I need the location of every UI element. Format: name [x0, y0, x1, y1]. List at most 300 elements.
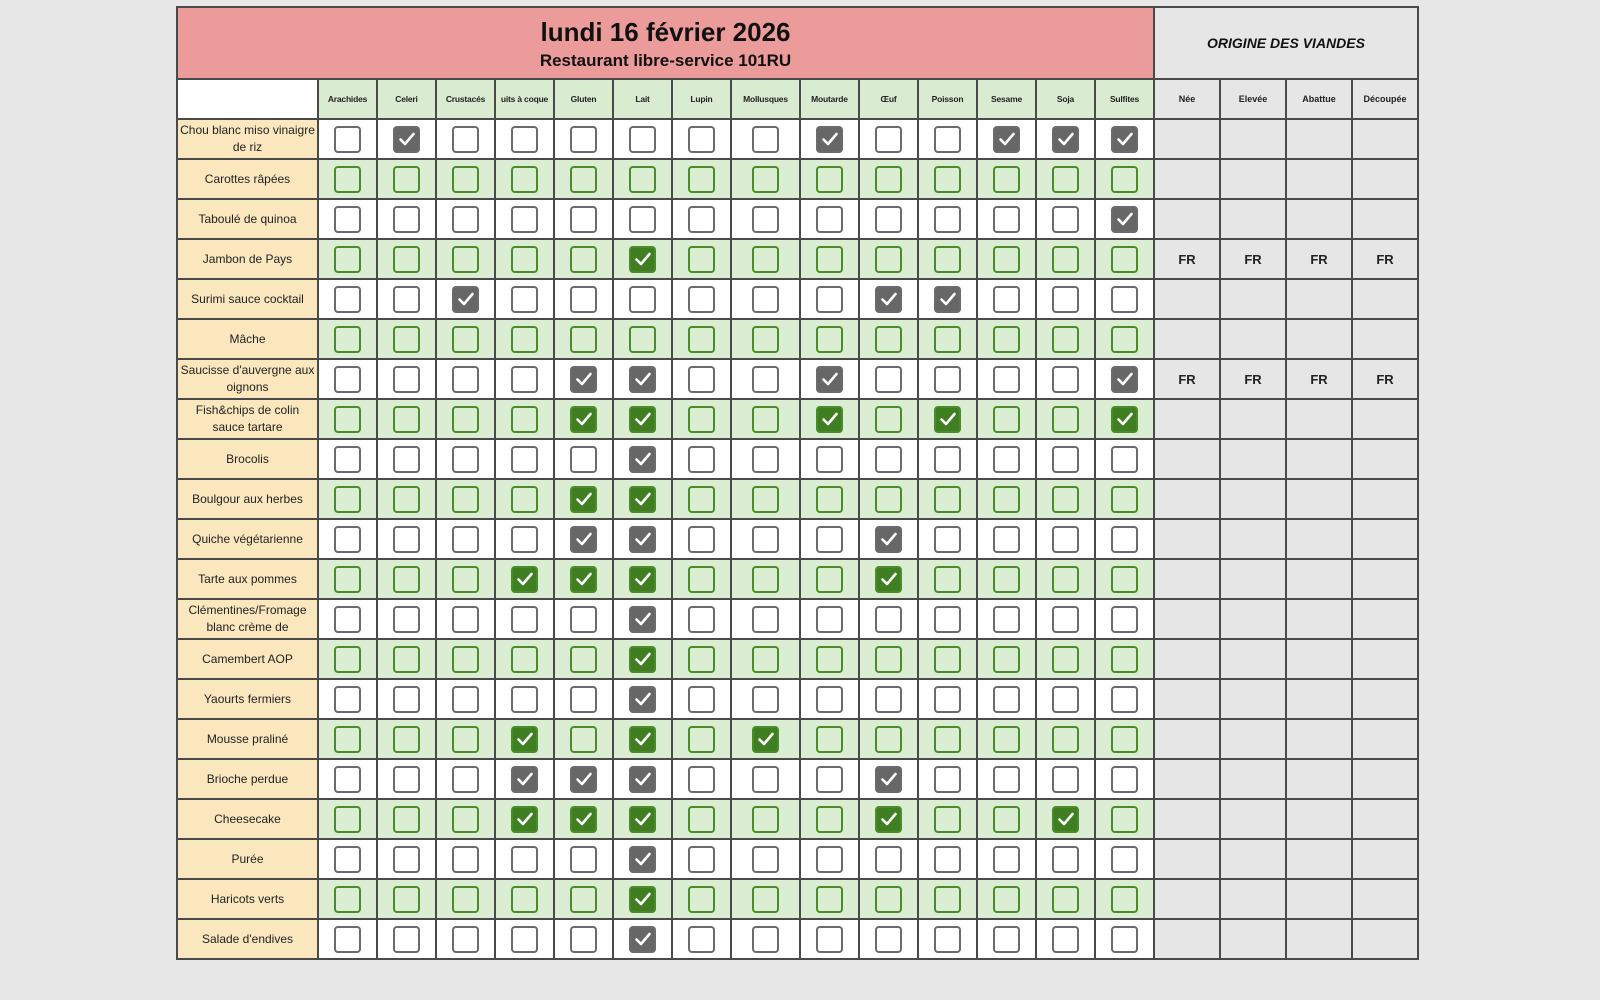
checkbox-unchecked[interactable] — [752, 886, 779, 913]
checkbox-unchecked[interactable] — [393, 446, 420, 473]
checkbox-unchecked[interactable] — [688, 486, 715, 513]
checkbox-unchecked[interactable] — [334, 286, 361, 313]
checkbox-unchecked[interactable] — [688, 446, 715, 473]
checkbox-unchecked[interactable] — [688, 926, 715, 953]
checkbox-unchecked[interactable] — [1111, 766, 1138, 793]
checkbox-unchecked[interactable] — [993, 606, 1020, 633]
checkbox-unchecked[interactable] — [816, 166, 843, 193]
checkbox-unchecked[interactable] — [752, 486, 779, 513]
checkbox-unchecked[interactable] — [688, 126, 715, 153]
checkbox-unchecked[interactable] — [1111, 646, 1138, 673]
checkbox-unchecked[interactable] — [1111, 886, 1138, 913]
checkbox-unchecked[interactable] — [688, 286, 715, 313]
checkbox-unchecked[interactable] — [1111, 326, 1138, 353]
checkbox-unchecked[interactable] — [934, 766, 961, 793]
checkbox-unchecked[interactable] — [1052, 486, 1079, 513]
checkbox-unchecked[interactable] — [393, 606, 420, 633]
checkbox-unchecked[interactable] — [393, 846, 420, 873]
checkbox-unchecked[interactable] — [816, 766, 843, 793]
checkbox-unchecked[interactable] — [875, 926, 902, 953]
checkbox-unchecked[interactable] — [1052, 326, 1079, 353]
checkbox-unchecked[interactable] — [993, 326, 1020, 353]
checkbox-unchecked[interactable] — [1052, 846, 1079, 873]
checkbox-unchecked[interactable] — [570, 246, 597, 273]
checkbox-unchecked[interactable] — [570, 206, 597, 233]
checkbox-unchecked[interactable] — [752, 646, 779, 673]
checkbox-unchecked[interactable] — [629, 206, 656, 233]
checkbox-unchecked[interactable] — [1111, 166, 1138, 193]
checkbox-unchecked[interactable] — [875, 886, 902, 913]
checkbox-unchecked[interactable] — [934, 686, 961, 713]
checkbox-unchecked[interactable] — [875, 446, 902, 473]
checkbox-unchecked[interactable] — [334, 206, 361, 233]
checkbox-checked[interactable] — [629, 846, 656, 873]
checkbox-unchecked[interactable] — [452, 886, 479, 913]
checkbox-unchecked[interactable] — [334, 126, 361, 153]
checkbox-unchecked[interactable] — [570, 606, 597, 633]
checkbox-checked[interactable] — [570, 406, 597, 433]
origin-cell — [1352, 119, 1418, 159]
checkbox-unchecked[interactable] — [688, 686, 715, 713]
checkbox-unchecked[interactable] — [511, 886, 538, 913]
checkbox-unchecked[interactable] — [334, 246, 361, 273]
checkbox-unchecked[interactable] — [934, 846, 961, 873]
checkbox-unchecked[interactable] — [452, 526, 479, 553]
checkbox-checked[interactable] — [875, 286, 902, 313]
checkbox-checked[interactable] — [570, 366, 597, 393]
checkbox-unchecked[interactable] — [393, 526, 420, 553]
checkbox-checked[interactable] — [875, 526, 902, 553]
checkbox-unchecked[interactable] — [688, 526, 715, 553]
checkbox-unchecked[interactable] — [511, 926, 538, 953]
checkbox-unchecked[interactable] — [816, 806, 843, 833]
checkbox-unchecked[interactable] — [393, 726, 420, 753]
checkbox-unchecked[interactable] — [816, 286, 843, 313]
checkbox-unchecked[interactable] — [875, 206, 902, 233]
checkbox-checked[interactable] — [511, 566, 538, 593]
checkbox-checked[interactable] — [875, 806, 902, 833]
checkbox-unchecked[interactable] — [934, 206, 961, 233]
checkbox-unchecked[interactable] — [393, 646, 420, 673]
checkbox-unchecked[interactable] — [816, 246, 843, 273]
checkbox-unchecked[interactable] — [816, 646, 843, 673]
checkbox-unchecked[interactable] — [1111, 566, 1138, 593]
checkbox-checked[interactable] — [629, 606, 656, 633]
checkbox-checked[interactable] — [511, 726, 538, 753]
checkbox-unchecked[interactable] — [393, 166, 420, 193]
checkbox-unchecked[interactable] — [629, 326, 656, 353]
checkbox-unchecked[interactable] — [934, 366, 961, 393]
checkbox-unchecked[interactable] — [688, 206, 715, 233]
checkbox-unchecked[interactable] — [752, 166, 779, 193]
checkbox-unchecked[interactable] — [993, 206, 1020, 233]
checkbox-unchecked[interactable] — [334, 366, 361, 393]
checkbox-unchecked[interactable] — [393, 806, 420, 833]
checkbox-unchecked[interactable] — [570, 726, 597, 753]
checkbox-unchecked[interactable] — [1052, 446, 1079, 473]
checkbox-unchecked[interactable] — [1111, 726, 1138, 753]
checkbox-unchecked[interactable] — [1052, 166, 1079, 193]
checkbox-checked[interactable] — [393, 126, 420, 153]
checkbox-unchecked[interactable] — [452, 446, 479, 473]
checkbox-unchecked[interactable] — [934, 566, 961, 593]
checkbox-unchecked[interactable] — [334, 606, 361, 633]
checkbox-unchecked[interactable] — [452, 726, 479, 753]
checkbox-checked[interactable] — [816, 406, 843, 433]
checkbox-unchecked[interactable] — [334, 766, 361, 793]
checkbox-unchecked[interactable] — [752, 526, 779, 553]
checkbox-unchecked[interactable] — [688, 606, 715, 633]
checkbox-checked[interactable] — [1111, 366, 1138, 393]
checkbox-unchecked[interactable] — [875, 246, 902, 273]
checkbox-unchecked[interactable] — [393, 206, 420, 233]
checkbox-checked[interactable] — [1111, 126, 1138, 153]
checkbox-unchecked[interactable] — [1052, 686, 1079, 713]
checkbox-unchecked[interactable] — [570, 646, 597, 673]
checkbox-unchecked[interactable] — [393, 566, 420, 593]
checkbox-checked[interactable] — [816, 126, 843, 153]
checkbox-unchecked[interactable] — [334, 726, 361, 753]
checkbox-unchecked[interactable] — [993, 726, 1020, 753]
checkbox-unchecked[interactable] — [334, 526, 361, 553]
checkbox-unchecked[interactable] — [1052, 606, 1079, 633]
checkbox-unchecked[interactable] — [393, 886, 420, 913]
checkbox-unchecked[interactable] — [570, 886, 597, 913]
checkbox-unchecked[interactable] — [934, 246, 961, 273]
checkbox-unchecked[interactable] — [875, 486, 902, 513]
checkbox-unchecked[interactable] — [816, 486, 843, 513]
checkbox-unchecked[interactable] — [993, 166, 1020, 193]
checkbox-unchecked[interactable] — [934, 326, 961, 353]
checkbox-unchecked[interactable] — [993, 406, 1020, 433]
checkbox-unchecked[interactable] — [934, 446, 961, 473]
checkbox-unchecked[interactable] — [875, 406, 902, 433]
checkbox-unchecked[interactable] — [393, 246, 420, 273]
checkbox-unchecked[interactable] — [752, 326, 779, 353]
checkbox-checked[interactable] — [629, 886, 656, 913]
checkbox-unchecked[interactable] — [511, 686, 538, 713]
checkbox-unchecked[interactable] — [816, 726, 843, 753]
allergen-cell — [672, 479, 731, 519]
checkbox-unchecked[interactable] — [816, 326, 843, 353]
checkbox-unchecked[interactable] — [1111, 526, 1138, 553]
checkbox-unchecked[interactable] — [993, 246, 1020, 273]
checkbox-unchecked[interactable] — [570, 926, 597, 953]
checkbox-unchecked[interactable] — [511, 526, 538, 553]
checkbox-unchecked[interactable] — [816, 686, 843, 713]
checkbox-unchecked[interactable] — [816, 566, 843, 593]
checkbox-unchecked[interactable] — [334, 846, 361, 873]
checkbox-unchecked[interactable] — [816, 526, 843, 553]
checkbox-checked[interactable] — [629, 486, 656, 513]
checkbox-unchecked[interactable] — [511, 406, 538, 433]
checkbox-unchecked[interactable] — [1111, 486, 1138, 513]
checkbox-unchecked[interactable] — [688, 726, 715, 753]
checkbox-unchecked[interactable] — [816, 446, 843, 473]
checkbox-unchecked[interactable] — [393, 406, 420, 433]
checkbox-unchecked[interactable] — [752, 206, 779, 233]
checkbox-unchecked[interactable] — [452, 166, 479, 193]
checkbox-checked[interactable] — [629, 926, 656, 953]
checkbox-unchecked[interactable] — [1052, 406, 1079, 433]
checkbox-checked[interactable] — [1111, 406, 1138, 433]
checkbox-unchecked[interactable] — [875, 846, 902, 873]
checkbox-unchecked[interactable] — [629, 126, 656, 153]
checkbox-checked[interactable] — [629, 566, 656, 593]
checkbox-unchecked[interactable] — [934, 726, 961, 753]
checkbox-unchecked[interactable] — [393, 366, 420, 393]
checkbox-unchecked[interactable] — [570, 686, 597, 713]
checkbox-unchecked[interactable] — [452, 566, 479, 593]
checkbox-checked[interactable] — [1111, 206, 1138, 233]
checkbox-unchecked[interactable] — [393, 766, 420, 793]
checkbox-unchecked[interactable] — [816, 206, 843, 233]
checkbox-unchecked[interactable] — [452, 926, 479, 953]
checkbox-unchecked[interactable] — [688, 406, 715, 433]
checkbox-unchecked[interactable] — [993, 446, 1020, 473]
checkbox-unchecked[interactable] — [629, 286, 656, 313]
checkbox-unchecked[interactable] — [452, 486, 479, 513]
checkbox-unchecked[interactable] — [334, 326, 361, 353]
checkbox-unchecked[interactable] — [688, 566, 715, 593]
checkbox-checked[interactable] — [629, 726, 656, 753]
checkbox-unchecked[interactable] — [1052, 246, 1079, 273]
checkbox-unchecked[interactable] — [452, 846, 479, 873]
checkbox-unchecked[interactable] — [875, 726, 902, 753]
checkbox-checked[interactable] — [570, 766, 597, 793]
checkbox-unchecked[interactable] — [511, 206, 538, 233]
checkbox-unchecked[interactable] — [511, 646, 538, 673]
checkbox-checked[interactable] — [934, 406, 961, 433]
checkbox-checked[interactable] — [629, 446, 656, 473]
checkbox-unchecked[interactable] — [816, 846, 843, 873]
checkbox-unchecked[interactable] — [1052, 766, 1079, 793]
checkbox-unchecked[interactable] — [334, 646, 361, 673]
checkbox-unchecked[interactable] — [570, 126, 597, 153]
checkbox-unchecked[interactable] — [1052, 886, 1079, 913]
checkbox-unchecked[interactable] — [393, 686, 420, 713]
checkbox-unchecked[interactable] — [1111, 246, 1138, 273]
checkbox-unchecked[interactable] — [752, 686, 779, 713]
checkbox-checked[interactable] — [816, 366, 843, 393]
checkbox-unchecked[interactable] — [993, 926, 1020, 953]
checkbox-unchecked[interactable] — [452, 326, 479, 353]
checkbox-unchecked[interactable] — [629, 166, 656, 193]
checkbox-unchecked[interactable] — [993, 366, 1020, 393]
checkbox-unchecked[interactable] — [452, 606, 479, 633]
checkbox-checked[interactable] — [511, 806, 538, 833]
checkbox-unchecked[interactable] — [452, 686, 479, 713]
checkbox-unchecked[interactable] — [334, 406, 361, 433]
checkbox-unchecked[interactable] — [993, 486, 1020, 513]
checkbox-unchecked[interactable] — [452, 646, 479, 673]
checkbox-unchecked[interactable] — [511, 166, 538, 193]
allergen-cell — [613, 799, 672, 839]
checkbox-checked[interactable] — [629, 366, 656, 393]
checkbox-unchecked[interactable] — [688, 806, 715, 833]
checkbox-unchecked[interactable] — [1052, 926, 1079, 953]
checkbox-unchecked[interactable] — [511, 126, 538, 153]
checkbox-unchecked[interactable] — [511, 246, 538, 273]
checkbox-checked[interactable] — [875, 566, 902, 593]
checkbox-unchecked[interactable] — [511, 446, 538, 473]
checkbox-unchecked[interactable] — [511, 286, 538, 313]
checkbox-unchecked[interactable] — [934, 166, 961, 193]
checkbox-checked[interactable] — [1052, 126, 1079, 153]
checkbox-unchecked[interactable] — [1111, 806, 1138, 833]
checkbox-unchecked[interactable] — [993, 846, 1020, 873]
checkbox-unchecked[interactable] — [1052, 366, 1079, 393]
checkbox-unchecked[interactable] — [688, 366, 715, 393]
checkbox-unchecked[interactable] — [334, 486, 361, 513]
checkbox-unchecked[interactable] — [570, 286, 597, 313]
checkbox-checked[interactable] — [629, 646, 656, 673]
checkbox-unchecked[interactable] — [1052, 646, 1079, 673]
checkbox-unchecked[interactable] — [934, 646, 961, 673]
checkbox-unchecked[interactable] — [752, 606, 779, 633]
checkbox-unchecked[interactable] — [570, 166, 597, 193]
checkbox-checked[interactable] — [629, 406, 656, 433]
checkbox-unchecked[interactable] — [511, 606, 538, 633]
checkbox-checked[interactable] — [570, 566, 597, 593]
checkbox-unchecked[interactable] — [752, 766, 779, 793]
checkbox-unchecked[interactable] — [752, 926, 779, 953]
checkbox-unchecked[interactable] — [688, 246, 715, 273]
checkbox-checked[interactable] — [934, 286, 961, 313]
checkbox-unchecked[interactable] — [934, 886, 961, 913]
checkbox-checked[interactable] — [629, 526, 656, 553]
checkbox-unchecked[interactable] — [452, 406, 479, 433]
checkbox-unchecked[interactable] — [816, 926, 843, 953]
checkbox-unchecked[interactable] — [816, 606, 843, 633]
checkbox-unchecked[interactable] — [393, 486, 420, 513]
checkbox-unchecked[interactable] — [334, 566, 361, 593]
allergen-header: Lupin — [672, 79, 731, 119]
checkbox-checked[interactable] — [875, 766, 902, 793]
checkbox-unchecked[interactable] — [1052, 526, 1079, 553]
checkbox-unchecked[interactable] — [993, 806, 1020, 833]
checkbox-unchecked[interactable] — [752, 406, 779, 433]
checkbox-checked[interactable] — [570, 526, 597, 553]
checkbox-unchecked[interactable] — [393, 326, 420, 353]
checkbox-unchecked[interactable] — [452, 246, 479, 273]
checkbox-unchecked[interactable] — [934, 806, 961, 833]
checkbox-unchecked[interactable] — [816, 886, 843, 913]
checkbox-unchecked[interactable] — [934, 126, 961, 153]
checkbox-checked[interactable] — [629, 806, 656, 833]
checkbox-unchecked[interactable] — [511, 486, 538, 513]
checkbox-unchecked[interactable] — [934, 926, 961, 953]
checkbox-checked[interactable] — [629, 686, 656, 713]
checkbox-unchecked[interactable] — [688, 886, 715, 913]
checkbox-unchecked[interactable] — [875, 126, 902, 153]
checkbox-unchecked[interactable] — [1111, 926, 1138, 953]
checkbox-unchecked[interactable] — [993, 766, 1020, 793]
checkbox-unchecked[interactable] — [688, 846, 715, 873]
checkbox-unchecked[interactable] — [1111, 286, 1138, 313]
checkbox-unchecked[interactable] — [934, 486, 961, 513]
checkbox-unchecked[interactable] — [752, 806, 779, 833]
checkbox-unchecked[interactable] — [1052, 726, 1079, 753]
checkbox-unchecked[interactable] — [452, 206, 479, 233]
checkbox-unchecked[interactable] — [511, 846, 538, 873]
checkbox-unchecked[interactable] — [511, 366, 538, 393]
checkbox-checked[interactable] — [629, 246, 656, 273]
checkbox-unchecked[interactable] — [752, 366, 779, 393]
checkbox-unchecked[interactable] — [752, 246, 779, 273]
checkbox-unchecked[interactable] — [688, 326, 715, 353]
checkbox-unchecked[interactable] — [511, 326, 538, 353]
checkbox-unchecked[interactable] — [752, 566, 779, 593]
checkbox-unchecked[interactable] — [875, 646, 902, 673]
checkbox-checked[interactable] — [452, 286, 479, 313]
checkbox-unchecked[interactable] — [752, 286, 779, 313]
checkbox-unchecked[interactable] — [993, 286, 1020, 313]
checkbox-unchecked[interactable] — [334, 926, 361, 953]
checkbox-unchecked[interactable] — [393, 286, 420, 313]
checkbox-checked[interactable] — [629, 766, 656, 793]
checkbox-unchecked[interactable] — [1052, 286, 1079, 313]
checkbox-unchecked[interactable] — [993, 526, 1020, 553]
checkbox-unchecked[interactable] — [1111, 686, 1138, 713]
checkbox-unchecked[interactable] — [452, 806, 479, 833]
checkbox-unchecked[interactable] — [993, 686, 1020, 713]
checkbox-unchecked[interactable] — [1052, 206, 1079, 233]
checkbox-unchecked[interactable] — [752, 126, 779, 153]
checkbox-unchecked[interactable] — [452, 366, 479, 393]
checkbox-unchecked[interactable] — [875, 686, 902, 713]
checkbox-unchecked[interactable] — [934, 606, 961, 633]
checkbox-unchecked[interactable] — [934, 526, 961, 553]
checkbox-unchecked[interactable] — [875, 166, 902, 193]
checkbox-unchecked[interactable] — [570, 446, 597, 473]
checkbox-unchecked[interactable] — [993, 646, 1020, 673]
checkbox-unchecked[interactable] — [393, 926, 420, 953]
checkbox-unchecked[interactable] — [875, 326, 902, 353]
checkbox-checked[interactable] — [511, 766, 538, 793]
checkbox-unchecked[interactable] — [688, 166, 715, 193]
checkbox-unchecked[interactable] — [752, 446, 779, 473]
checkbox-checked[interactable] — [570, 806, 597, 833]
checkmark-icon — [574, 769, 594, 789]
checkbox-unchecked[interactable] — [334, 806, 361, 833]
checkbox-unchecked[interactable] — [688, 766, 715, 793]
checkbox-unchecked[interactable] — [1111, 606, 1138, 633]
checkbox-unchecked[interactable] — [1052, 566, 1079, 593]
checkbox-unchecked[interactable] — [452, 766, 479, 793]
checkbox-unchecked[interactable] — [334, 686, 361, 713]
checkbox-unchecked[interactable] — [1111, 446, 1138, 473]
checkbox-unchecked[interactable] — [688, 646, 715, 673]
checkbox-unchecked[interactable] — [452, 126, 479, 153]
checkbox-unchecked[interactable] — [334, 446, 361, 473]
checkbox-unchecked[interactable] — [334, 166, 361, 193]
checkbox-unchecked[interactable] — [334, 886, 361, 913]
checkbox-unchecked[interactable] — [570, 326, 597, 353]
checkbox-unchecked[interactable] — [993, 886, 1020, 913]
checkbox-unchecked[interactable] — [993, 566, 1020, 593]
checkbox-unchecked[interactable] — [570, 846, 597, 873]
origin-cell — [1220, 559, 1286, 599]
checkbox-checked[interactable] — [752, 726, 779, 753]
checkbox-unchecked[interactable] — [1111, 846, 1138, 873]
checkbox-unchecked[interactable] — [875, 366, 902, 393]
checkbox-checked[interactable] — [570, 486, 597, 513]
checkbox-checked[interactable] — [1052, 806, 1079, 833]
checkbox-unchecked[interactable] — [875, 606, 902, 633]
checkbox-checked[interactable] — [993, 126, 1020, 153]
checkbox-unchecked[interactable] — [752, 846, 779, 873]
